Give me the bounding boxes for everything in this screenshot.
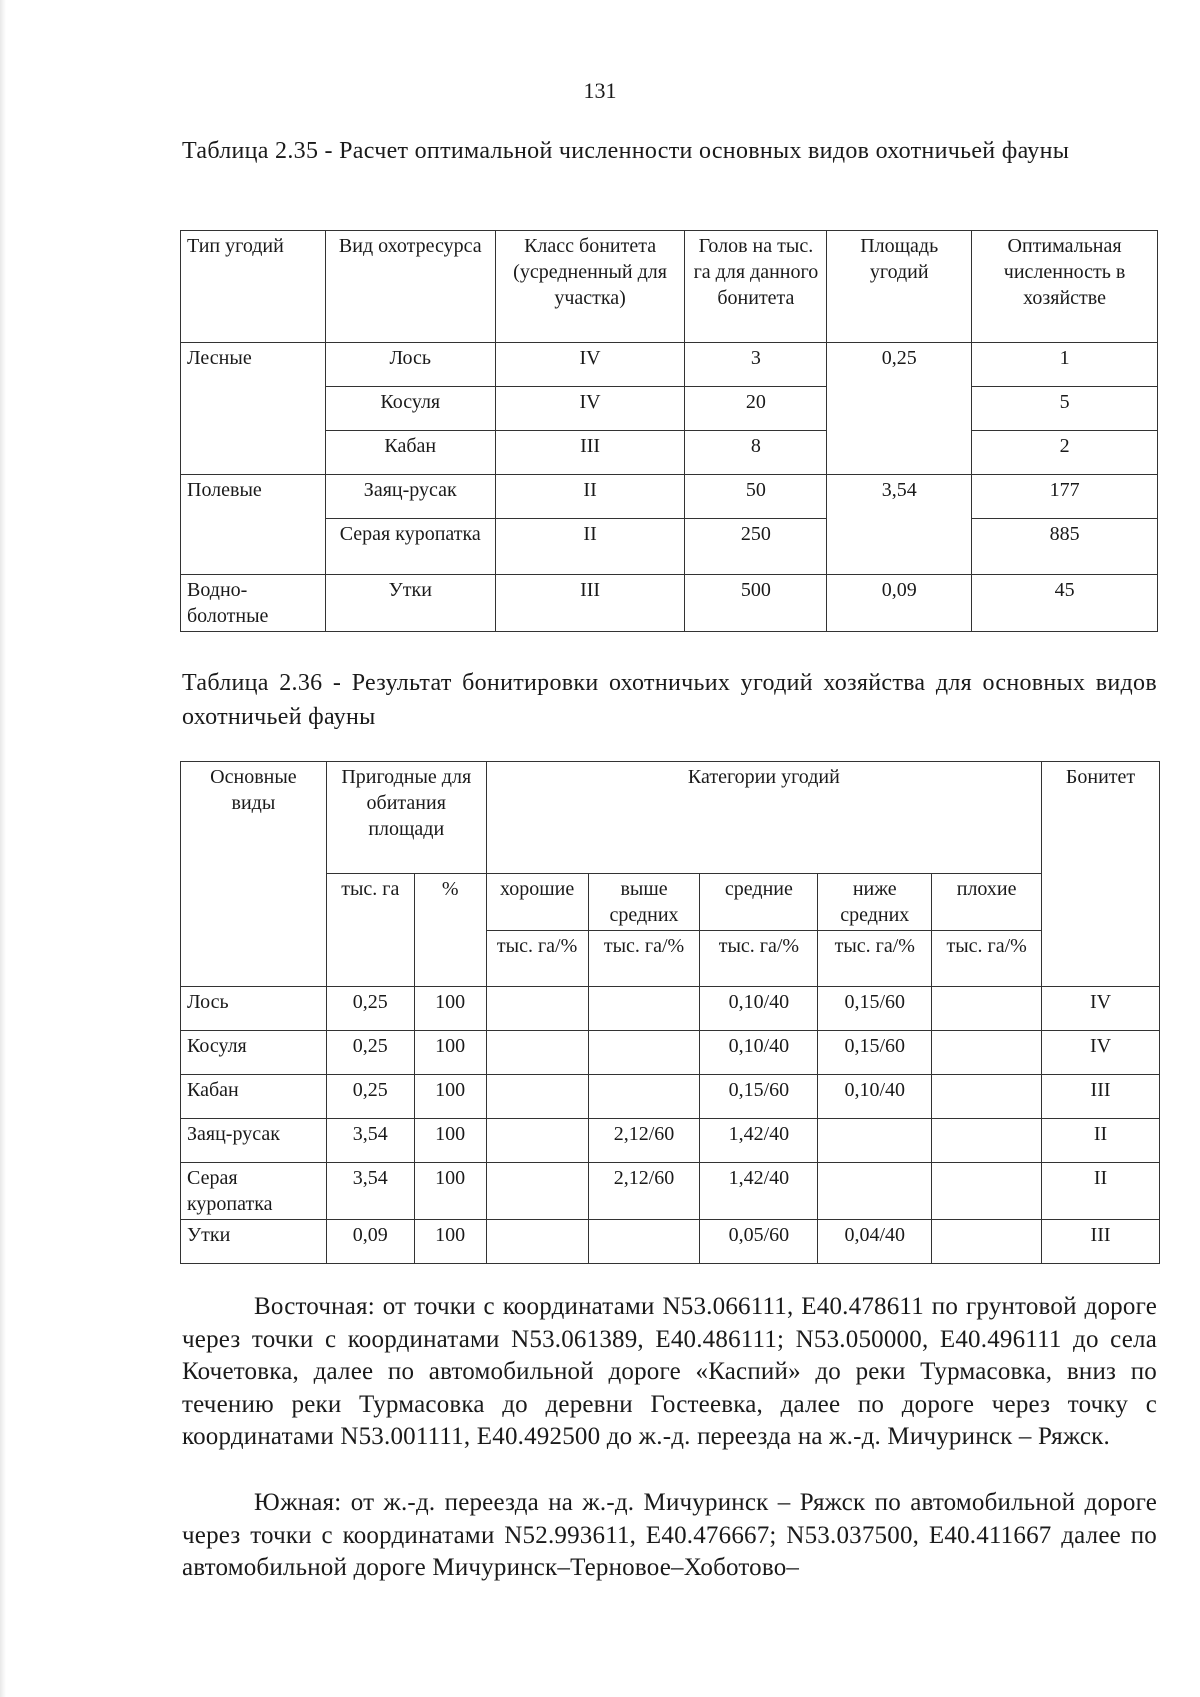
table-header-row [181, 231, 1158, 343]
header-row-1 [181, 762, 1160, 874]
header-suitable-area: Пригодные для обитания площади [326, 762, 486, 874]
cell-class: II [495, 475, 685, 519]
cell-class: III [495, 431, 685, 475]
cell-below: 0,15/60 [818, 987, 932, 1031]
cell-class: IV [495, 387, 685, 431]
cell-heads: 8 [685, 431, 827, 475]
header-unit-good: тыс. га/% [486, 931, 588, 987]
cell-optimal: 885 [972, 519, 1158, 575]
cell-optimal: 177 [972, 475, 1158, 519]
header-row-2 [181, 874, 1160, 931]
table-row [181, 1031, 1160, 1075]
cell-heads: 3 [685, 343, 827, 387]
body-paragraph-east: Восточная: от точки с координатами N53.066111, E40.478611 по грунтовой дороге через точки с координатами N53.061389, E40.486111; N53.050000, E40.496111 до села Кочетовка, далее по автомобильной дороге «Каспий» до реки Турмасовка, вниз по течению реки Турмасовка до деревни Гостеевка, далее по дороге через точку с координатами N53.001111, E40.492500 до ж.-д. переезда на ж.-д. Мичуринск – Ряжск. [182, 1293, 1157, 1450]
cell-area: 0,09 [326, 1220, 414, 1264]
table-row [181, 519, 1158, 575]
cell-above [588, 1220, 700, 1264]
cell-species: Утки [325, 575, 495, 632]
cell-average: 0,15/60 [700, 1075, 818, 1119]
cell-bad [932, 987, 1042, 1031]
table-row [181, 343, 1158, 387]
cell-average: 1,42/40 [700, 1163, 818, 1220]
cell-bad [932, 1163, 1042, 1220]
cell-percent: 100 [414, 1119, 486, 1163]
cell-area: 0,25 [326, 1031, 414, 1075]
cell-bad [932, 1031, 1042, 1075]
cell-below: 0,04/40 [818, 1220, 932, 1264]
header-area-unit: тыс. га [326, 874, 414, 987]
area-wetland: 0,09 [827, 575, 972, 632]
cell-percent: 100 [414, 1031, 486, 1075]
cell-area: 3,54 [326, 1119, 414, 1163]
cell-average: 0,10/40 [700, 987, 818, 1031]
cell-bad [932, 1119, 1042, 1163]
table-row [181, 431, 1158, 475]
header-heads-per-thousand-ha: Голов на тыс. га для данного бонитета [685, 231, 827, 343]
table-2-36-caption: Таблица 2.36 - Результат бонитировки охотничьих угодий хозяйства для основных видов охотничьей фауны [182, 670, 1157, 730]
header-unit-below: тыс. га/% [818, 931, 932, 987]
header-good: хорошие [486, 874, 588, 931]
cell-heads: 250 [685, 519, 827, 575]
cell-below [818, 1119, 932, 1163]
cell-percent: 100 [414, 1075, 486, 1119]
cell-optimal: 5 [972, 387, 1158, 431]
cell-area: 0,25 [326, 987, 414, 1031]
cell-bonitet: IV [1042, 987, 1160, 1031]
header-unit-above: тыс. га/% [588, 931, 700, 987]
cell-average: 1,42/40 [700, 1119, 818, 1163]
cell-class: II [495, 519, 685, 575]
cell-optimal: 1 [972, 343, 1158, 387]
header-unit-average: тыс. га/% [700, 931, 818, 987]
cell-good [486, 1163, 588, 1220]
scan-edge-shadow [0, 0, 6, 1697]
cell-bonitet: III [1042, 1075, 1160, 1119]
cell-heads: 500 [685, 575, 827, 632]
header-bonitet-class: Класс бонитета (усредненный для участка) [495, 231, 685, 343]
table-row [181, 1119, 1160, 1163]
cell-species: Лось [181, 987, 327, 1031]
cell-bonitet: III [1042, 1220, 1160, 1264]
cell-below: 0,15/60 [818, 1031, 932, 1075]
header-average: средние [700, 874, 818, 931]
header-percent: % [414, 874, 486, 987]
land-type-field: Полевые [181, 475, 326, 575]
header-optimal-number: Оптимальная численность в хозяйстве [972, 231, 1158, 343]
cell-species: Серая куропатка [181, 1163, 327, 1220]
cell-above [588, 1075, 700, 1119]
table-row [181, 475, 1158, 519]
cell-above [588, 1031, 700, 1075]
cell-above: 2,12/60 [588, 1119, 700, 1163]
cell-area: 0,25 [326, 1075, 414, 1119]
table-row [181, 1163, 1160, 1220]
cell-bonitet: II [1042, 1119, 1160, 1163]
cell-bad [932, 1220, 1042, 1264]
cell-species: Кабан [325, 431, 495, 475]
cell-percent: 100 [414, 1220, 486, 1264]
table-row [181, 1075, 1160, 1119]
header-main-species: Основные виды [181, 762, 327, 987]
header-land-type: Тип угодий [181, 231, 326, 343]
header-above-average: выше средних [588, 874, 700, 931]
table-row [181, 387, 1158, 431]
cell-percent: 100 [414, 1163, 486, 1220]
table-2-36 [180, 761, 1160, 1264]
header-bad: плохие [932, 874, 1042, 931]
cell-good [486, 1220, 588, 1264]
cell-percent: 100 [414, 987, 486, 1031]
cell-below: 0,10/40 [818, 1075, 932, 1119]
cell-average: 0,05/60 [700, 1220, 818, 1264]
header-species: Вид охотресурса [325, 231, 495, 343]
land-type-wetland: Водно-болотные [181, 575, 326, 632]
cell-average: 0,10/40 [700, 1031, 818, 1075]
cell-heads: 50 [685, 475, 827, 519]
table-2-35 [180, 230, 1158, 632]
header-unit-bad: тыс. га/% [932, 931, 1042, 987]
cell-above: 2,12/60 [588, 1163, 700, 1220]
body-paragraph-south: Южная: от ж.-д. переезда на ж.-д. Мичуринск – Ряжск по автомобильной дороге через точки с координатами N52.993611, E40.476667; N53.037500, E40.411667 далее по автомобильной дороге Мичуринск–Терновое–Хоботово– [182, 1489, 1157, 1581]
cell-optimal: 2 [972, 431, 1158, 475]
cell-species: Косуля [325, 387, 495, 431]
cell-optimal: 45 [972, 575, 1158, 632]
cell-species: Лось [325, 343, 495, 387]
area-forest: 0,25 [827, 343, 972, 475]
cell-class: III [495, 575, 685, 632]
cell-species: Утки [181, 1220, 327, 1264]
cell-species: Заяц-русак [325, 475, 495, 519]
table-2-35-caption: Таблица 2.35 - Расчет оптимальной численности основных видов охотничьей фауны [182, 138, 1070, 164]
page-number: 131 [583, 78, 617, 103]
header-below-average: ниже средних [818, 874, 932, 931]
cell-below [818, 1163, 932, 1220]
cell-species: Заяц-русак [181, 1119, 327, 1163]
table-row [181, 575, 1158, 632]
cell-bonitet: IV [1042, 1031, 1160, 1075]
header-bonitet: Бонитет [1042, 762, 1160, 987]
table-row [181, 1220, 1160, 1264]
cell-good [486, 1119, 588, 1163]
cell-heads: 20 [685, 387, 827, 431]
cell-above [588, 987, 700, 1031]
cell-good [486, 987, 588, 1031]
cell-area: 3,54 [326, 1163, 414, 1220]
cell-species: Серая куропатка [325, 519, 495, 575]
header-land-categories: Категории угодий [486, 762, 1041, 874]
cell-bad [932, 1075, 1042, 1119]
header-area: Площадь угодий [827, 231, 972, 343]
cell-bonitet: II [1042, 1163, 1160, 1220]
cell-species: Косуля [181, 1031, 327, 1075]
area-field: 3,54 [827, 475, 972, 575]
table-row [181, 987, 1160, 1031]
cell-class: IV [495, 343, 685, 387]
cell-species: Кабан [181, 1075, 327, 1119]
land-type-forest: Лесные [181, 343, 326, 475]
cell-good [486, 1075, 588, 1119]
cell-good [486, 1031, 588, 1075]
